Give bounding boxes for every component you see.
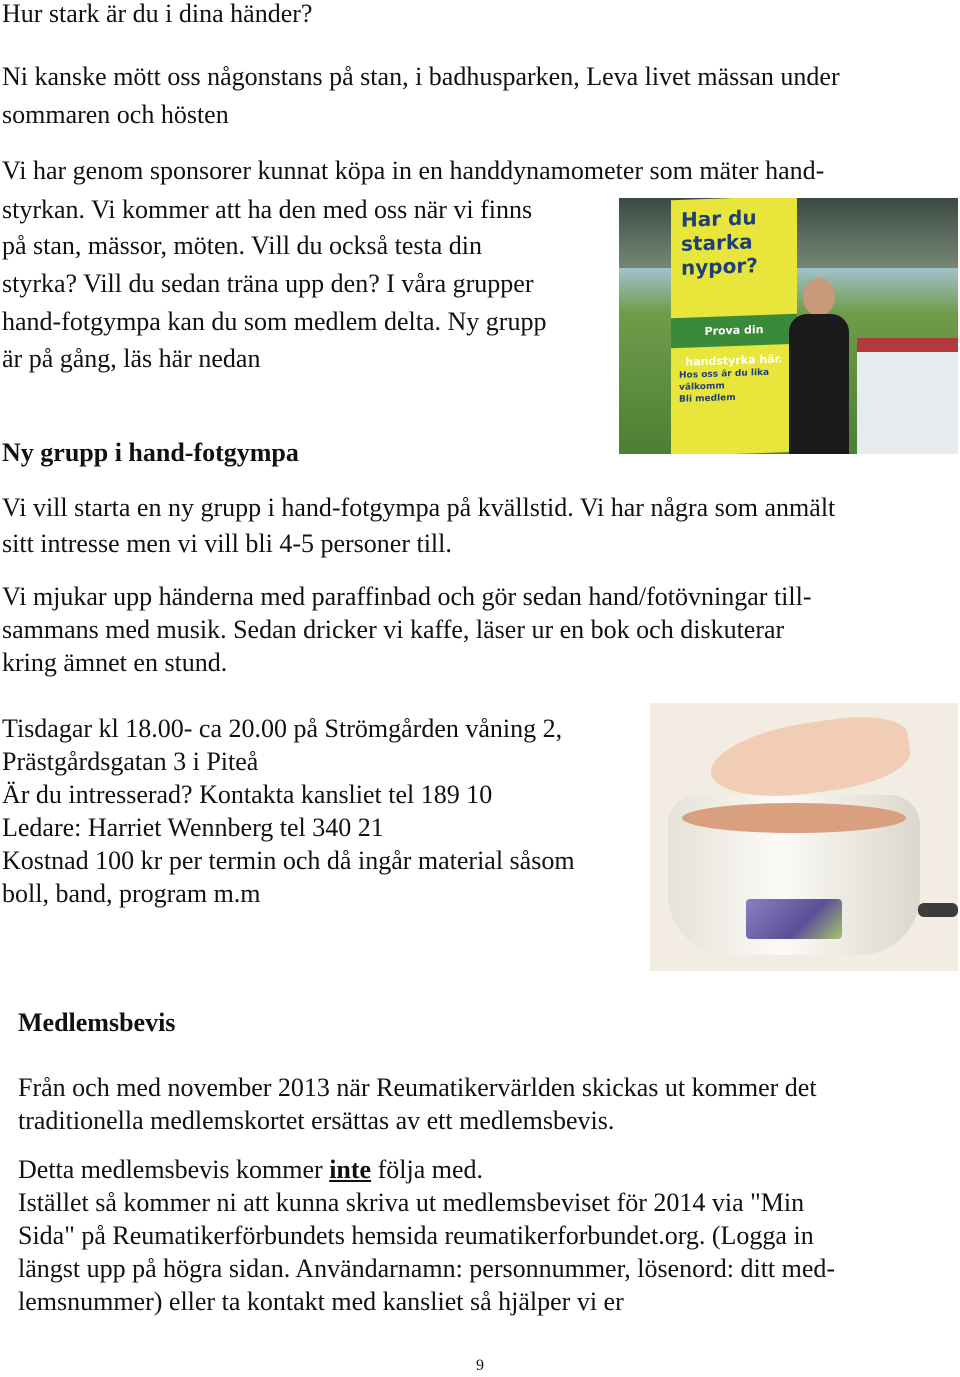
power-cord <box>918 903 958 917</box>
detail-line: Är du intresserad? Kontakta kansliet tel 189 10 <box>2 780 493 809</box>
banner-line: starka <box>681 229 753 256</box>
banner-green-strip: Prova din handstyrka här. <box>671 314 797 348</box>
body-line: lemsnummer) eller ta kontakt med kansliet så hjälper vi er <box>18 1287 624 1316</box>
person-figure <box>789 278 849 454</box>
group-heading: Ny grupp i hand-fotgympa <box>2 438 299 467</box>
person-head <box>803 278 835 316</box>
intro-line: sommaren och hösten <box>2 100 229 129</box>
body-line: Sida" på Reumatikerförbundets hemsida reumatikerforbundet.org. (Logga in <box>18 1221 814 1250</box>
wax-surface <box>682 803 906 833</box>
person-body <box>789 314 849 454</box>
paraffin-bath-photo <box>650 703 958 971</box>
body-line: på stan, mässor, möten. Vill du också testa din <box>2 231 483 260</box>
detail-line: Kostnad 100 kr per termin och då ingår material såsom <box>2 846 575 875</box>
intro-line: Ni kanske mött oss någonstans på stan, i badhusparken, Leva livet mässan under <box>2 62 840 91</box>
emphasis-not: inte <box>329 1155 372 1184</box>
body-line: Vi har genom sponsorer kunnat köpa in en handdynamometer som mäter hand- <box>2 156 825 185</box>
banner-small-line: Bli medlem <box>679 392 736 405</box>
detail-line: boll, band, program m.m <box>2 879 261 908</box>
display-table <box>857 338 958 454</box>
body-line: är på gång, läs här nedan <box>2 344 261 373</box>
body-line: Från och med november 2013 när Reumatikervärlden skickas ut kommer det <box>18 1073 817 1102</box>
body-line: hand-fotgympa kan du som medlem delta. Ny grupp <box>2 307 547 336</box>
tub-label <box>746 899 842 939</box>
text-run: Detta medlemsbevis kommer <box>18 1155 330 1184</box>
body-line: kring ämnet en stund. <box>2 648 228 677</box>
table-cloth <box>857 338 958 352</box>
hand <box>706 709 914 806</box>
body-line: Vi vill starta en ny grupp i hand-fotgympa på kvällstid. Vi har några som anmält <box>2 493 836 522</box>
body-line <box>18 1153 483 1186</box>
banner-small-text <box>679 366 797 406</box>
promo-banner <box>671 198 797 454</box>
detail-line: Tisdagar kl 18.00- ca 20.00 på Strömgården våning 2, <box>2 714 563 743</box>
detail-line: Ledare: Harriet Wennberg tel 340 21 <box>2 813 384 842</box>
detail-line: Prästgårdsgatan 3 i Piteå <box>2 747 259 776</box>
body-line: Istället så kommer ni att kunna skriva ut medlemsbeviset för 2014 via "Min <box>18 1188 805 1217</box>
body-line: sammans med musik. Sedan dricker vi kaffe, läser ur en bok och diskuterar <box>2 615 785 644</box>
section-title: Hur stark är du i dina händer? <box>2 0 313 28</box>
body-line: längst upp på högra sidan. Användarnamn: personnummer, lösenord: ditt med- <box>18 1254 836 1283</box>
body-line: sitt intresse men vi vill bli 4-5 personer till. <box>2 529 452 558</box>
page-number: 9 <box>476 1357 484 1374</box>
text-run: följa med. <box>371 1155 484 1184</box>
banner-line: Har du <box>681 205 757 232</box>
banner-small-line: Hos oss är du lika välkomm <box>679 367 770 393</box>
banner-line: nypor? <box>681 253 758 280</box>
membership-heading: Medlemsbevis <box>18 1008 176 1037</box>
body-line: traditionella medlemskortet ersättas av ett medlemsbevis. <box>18 1106 615 1135</box>
body-line: styrkan. Vi kommer att ha den med oss när vi finns <box>2 195 533 224</box>
body-line: Vi mjukar upp händerna med paraffinbad och gör sedan hand/fotövningar till- <box>2 582 812 611</box>
body-line: styrka? Vill du sedan träna upp den? I våra grupper <box>2 269 534 298</box>
booth-photo <box>619 198 958 454</box>
